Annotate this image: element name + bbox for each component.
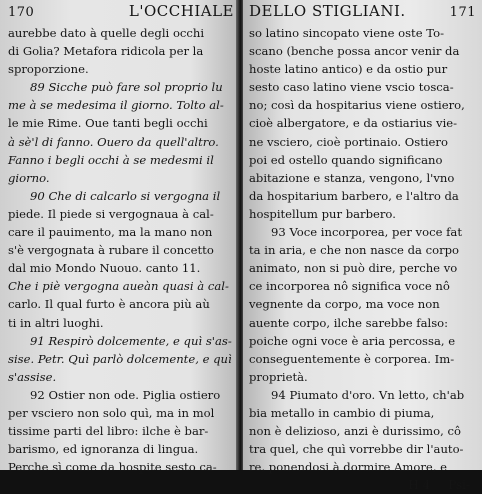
text-line: s'assise.	[8, 369, 57, 384]
text-line: 93 Voce incorporea, per voce fat	[271, 225, 462, 240]
text-line: 91 Respirò dolcemente, e quì s'as-	[30, 333, 232, 348]
text-line: auente corpo, ilche sarebbe falso:	[249, 315, 449, 330]
left-page-number: 170	[8, 5, 35, 20]
text-line: giorno.	[8, 170, 50, 185]
right-page-footer	[249, 476, 476, 494]
text-line: me à se medesima il giorno. Tolto al-	[8, 98, 224, 113]
text-line: bia metallo in cambio di piuma,	[249, 405, 435, 420]
text-line: sproporzione.	[8, 62, 89, 77]
text-line: scano (benche possa ancor venir da	[249, 44, 460, 59]
text-line: ta in aria, e che non nasce da corpo	[249, 243, 460, 258]
text-line: barismo, ed ignoranza di lingua.	[8, 442, 199, 457]
right-page-text	[249, 24, 476, 476]
text-line: care il pauimento, ma la mano non	[8, 225, 213, 240]
text-line: ce incorporea nô significa voce nô	[249, 279, 450, 294]
text-line: sise. Petr. Quì parlò dolcemente, e quì	[8, 351, 232, 366]
text-line: poi ed ostello quando significano	[249, 152, 443, 167]
catchword: Psi-	[448, 478, 470, 493]
text-line: re, ponendosi à dormire Amore, e	[249, 460, 448, 475]
text-line: conseguentemente è corporea. Im-	[249, 351, 455, 366]
signature-mark: H 4	[408, 478, 431, 493]
text-line: 89 Sicche può fare sol proprio lu	[30, 80, 223, 95]
text-line: aurebbe dato à quelle degli occhi	[8, 26, 205, 40]
text-line: di Golia? Metafora ridicola per la	[8, 44, 204, 59]
left-page	[0, 0, 238, 475]
text-line: 90 Che di calcarlo si vergogna il	[30, 188, 221, 203]
text-line: tra quel, che quì vorrebbe dir l'auto-	[249, 442, 464, 457]
text-line: carlo. Il qual furto è ancora più aù	[8, 297, 210, 312]
text-line: poiche ogni voce è aria percossa, e	[249, 333, 456, 348]
text-line: no; così da hospitarius viene ostiero,	[249, 98, 465, 113]
text-line: 92 Ostier non ode. Piglia ostiero	[30, 387, 221, 402]
text-line: hoste latino antico) e da ostio pur	[249, 62, 448, 77]
text-line: cioè albergatore, e da ostiarius vie-	[249, 116, 458, 131]
left-running-head: L'OCCHIALE	[128, 2, 234, 20]
text-line: ti in altri luoghi.	[8, 315, 104, 330]
text-line: so latino sincopato viene oste To-	[249, 26, 444, 40]
text-line: per vsciero non solo quì, ma in mol	[8, 405, 215, 420]
right-page	[243, 0, 482, 493]
text-line: da hospitarium barbero, e l'altro da	[249, 188, 459, 203]
right-page-number: 171	[449, 5, 476, 20]
text-line: abitazione e stanza, vengono, l'vno	[249, 170, 455, 185]
right-running-head: DELLO STIGLIANI.	[249, 2, 406, 20]
text-line: Perche sì come da hospite sesto ca-	[8, 460, 217, 475]
text-line: sesto caso latino viene vscio tosca-	[249, 80, 454, 95]
text-line: Che i piè vergogna aueàn quasi à cal-	[8, 279, 229, 294]
text-line: Fanno i begli occhi à se medesmi il	[8, 152, 214, 167]
text-line: s'è vergognata à rubare il concetto	[8, 243, 214, 258]
text-line: 94 Piumato d'oro. Vn letto, ch'ab	[271, 387, 465, 402]
text-line: dal mio Mondo Nuouo. canto 11.	[8, 261, 201, 276]
right-page-header	[249, 2, 476, 22]
text-line: piede. Il piede si vergognaua à cal-	[8, 206, 214, 221]
text-line: vegnente da corpo, ma voce non	[249, 297, 440, 312]
left-page-header	[8, 2, 234, 22]
text-line: ne vsciero, cioè portinaio. Ostiero	[249, 134, 448, 149]
text-line: proprietà.	[249, 369, 308, 384]
text-line: non è delizioso, anzi è durissimo, cô	[249, 424, 461, 439]
text-line: hospitellum pur barbero.	[249, 206, 396, 221]
text-line: animato, non si può dire, perche vo	[249, 261, 458, 276]
text-line: à sè'l di fanno. Ouero da quell'altro.	[8, 134, 219, 149]
left-page-text	[8, 24, 234, 476]
text-line: tissime parti del libro: ilche è bar-	[8, 424, 209, 439]
text-line: le mie Rime. Oue tanti begli occhi	[8, 116, 208, 131]
